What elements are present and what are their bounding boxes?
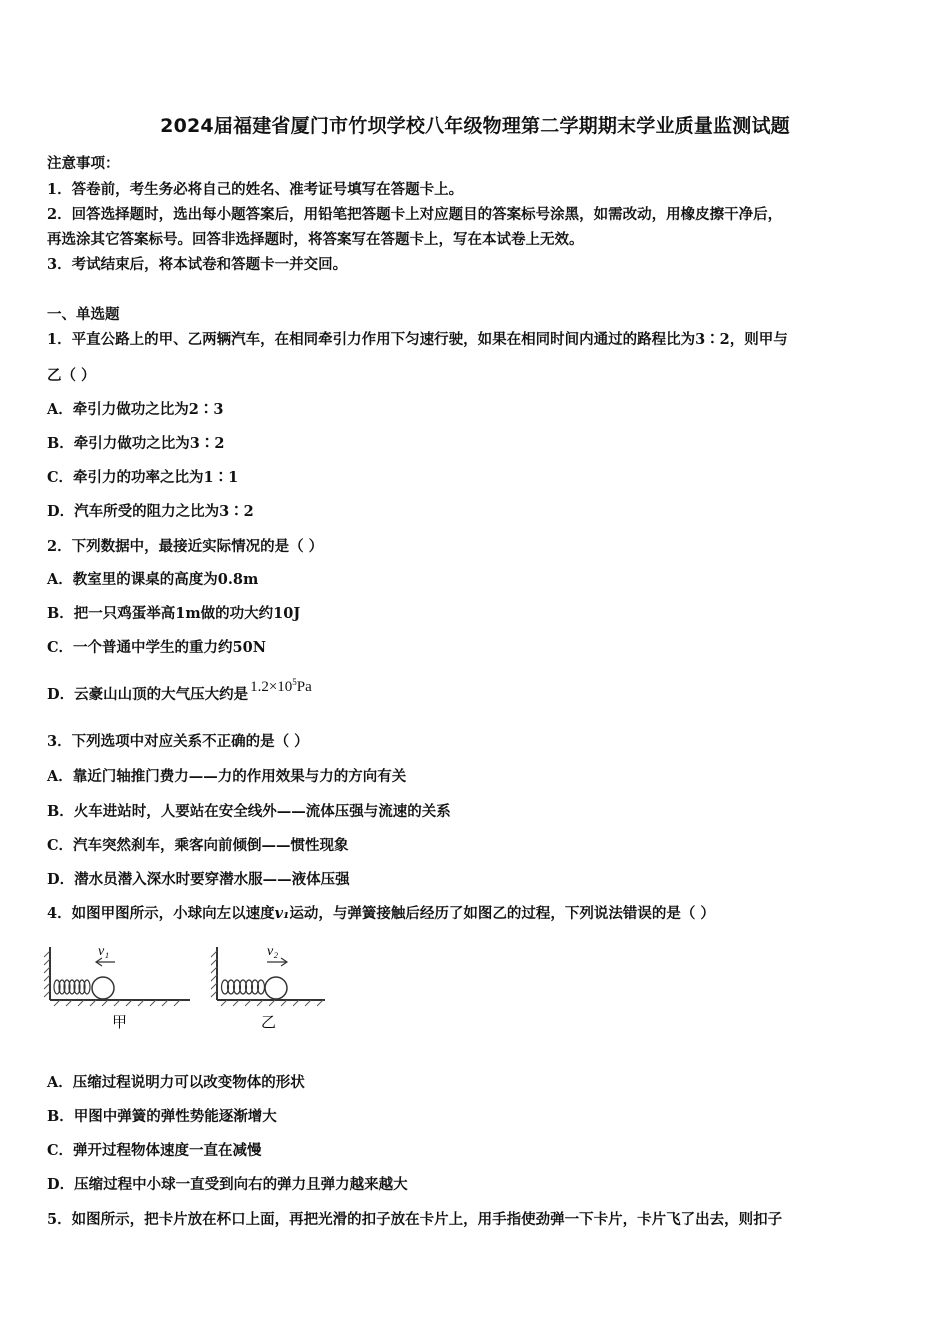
question-2-option-d-text: D．云豪山山顶的大气压大约是 <box>47 686 249 703</box>
section-heading: 一、单选题 <box>47 306 120 323</box>
velocity-v2-label: v₂ <box>267 944 279 959</box>
notice-heading: 注意事项： <box>47 155 120 172</box>
pressure-formula: $1.2\times 10^5Pa$ <box>250 677 312 695</box>
notice-item: 再选涂其它答案标号。回答非选择题时，将答案写在答题卡上，写在本试卷上无效。 <box>47 231 584 248</box>
question-1-option-a: A．牵引力做功之比为2∶3 <box>47 401 224 418</box>
notice-item: 1．答卷前，考生务必将自己的姓名、准考证号填写在答题卡上。 <box>47 181 464 198</box>
question-1-option-c: C．牵引力的功率之比为1∶1 <box>47 469 239 486</box>
question-1-option-b: B．牵引力做功之比为3∶2 <box>47 435 225 452</box>
page-title: 2024届福建省厦门市竹坝学校八年级物理第二学期期末学业质量监测试题 <box>160 115 790 137</box>
question-2-option-b: B．把一只鸡蛋举高1m做的功大约10J <box>47 605 301 622</box>
ball-jia <box>92 977 114 999</box>
question-4-option-b: B．甲图中弹簧的弹性势能逐渐增大 <box>47 1108 277 1125</box>
ball-yi <box>265 977 287 999</box>
question-2-option-d <box>47 677 312 704</box>
velocity-symbol: v₁ <box>274 905 290 922</box>
spring-ball-figure <box>40 935 340 1035</box>
question-1-stem-cont: 乙（ ） <box>47 367 96 384</box>
notice-item: 2．回答选择题时，选出每小题答案后，用铅笔把答题卡上对应题目的答案标号涂黑，如需改动，用橡皮擦干净后， <box>47 206 783 223</box>
question-3-stem: 3．下列选项中对应关系不正确的是（ ） <box>47 733 309 750</box>
figure-yi <box>211 944 325 1031</box>
figure-label-yi: 乙 <box>261 1013 277 1031</box>
question-3-option-d: D．潜水员潜入深水时要穿潜水服——液体压强 <box>47 871 350 888</box>
figure-jia <box>44 944 190 1031</box>
figure-label-jia: 甲 <box>112 1013 128 1031</box>
question-5-stem: 5．如图所示，把卡片放在杯口上面，再把光滑的扣子放在卡片上，用手指使劲弹一下卡片，卡片飞了出去，则扣子 <box>47 1211 783 1228</box>
question-3-option-b: B．火车进站时，人要站在安全线外——流体压强与流速的关系 <box>47 803 451 820</box>
question-4-stem: 4．如图甲图所示，小球向左以速度v₁运动，与弹簧接触后经历了如图乙的过程，下列说法错误的是（ ） <box>47 905 715 922</box>
notice-item: 3．考试结束后，将本试卷和答题卡一并交回。 <box>47 256 348 273</box>
question-4-option-a: A．压缩过程说明力可以改变物体的形状 <box>47 1074 305 1091</box>
question-1-option-d: D．汽车所受的阻力之比为3∶2 <box>47 503 254 520</box>
question-2-option-a: A．教室里的课桌的高度为0.8m <box>47 571 259 588</box>
question-3-option-a: A．靠近门轴推门费力——力的作用效果与力的方向有关 <box>47 768 407 785</box>
velocity-v1-label: v₁ <box>98 944 110 959</box>
question-1-stem: 1．平直公路上的甲、乙两辆汽车，在相同牵引力作用下匀速行驶，如果在相同时间内通过的路程比为3∶2，则甲与 <box>47 331 788 348</box>
question-2-option-c: C．一个普通中学生的重力约50N <box>47 639 266 656</box>
question-3-option-c: C．汽车突然刹车，乘客向前倾倒——惯性现象 <box>47 837 349 854</box>
question-2-stem: 2．下列数据中，最接近实际情况的是（ ） <box>47 538 324 555</box>
question-4-option-d: D．压缩过程中小球一直受到向右的弹力且弹力越来越大 <box>47 1176 408 1193</box>
question-4-option-c: C．弹开过程物体速度一直在减慢 <box>47 1142 262 1159</box>
